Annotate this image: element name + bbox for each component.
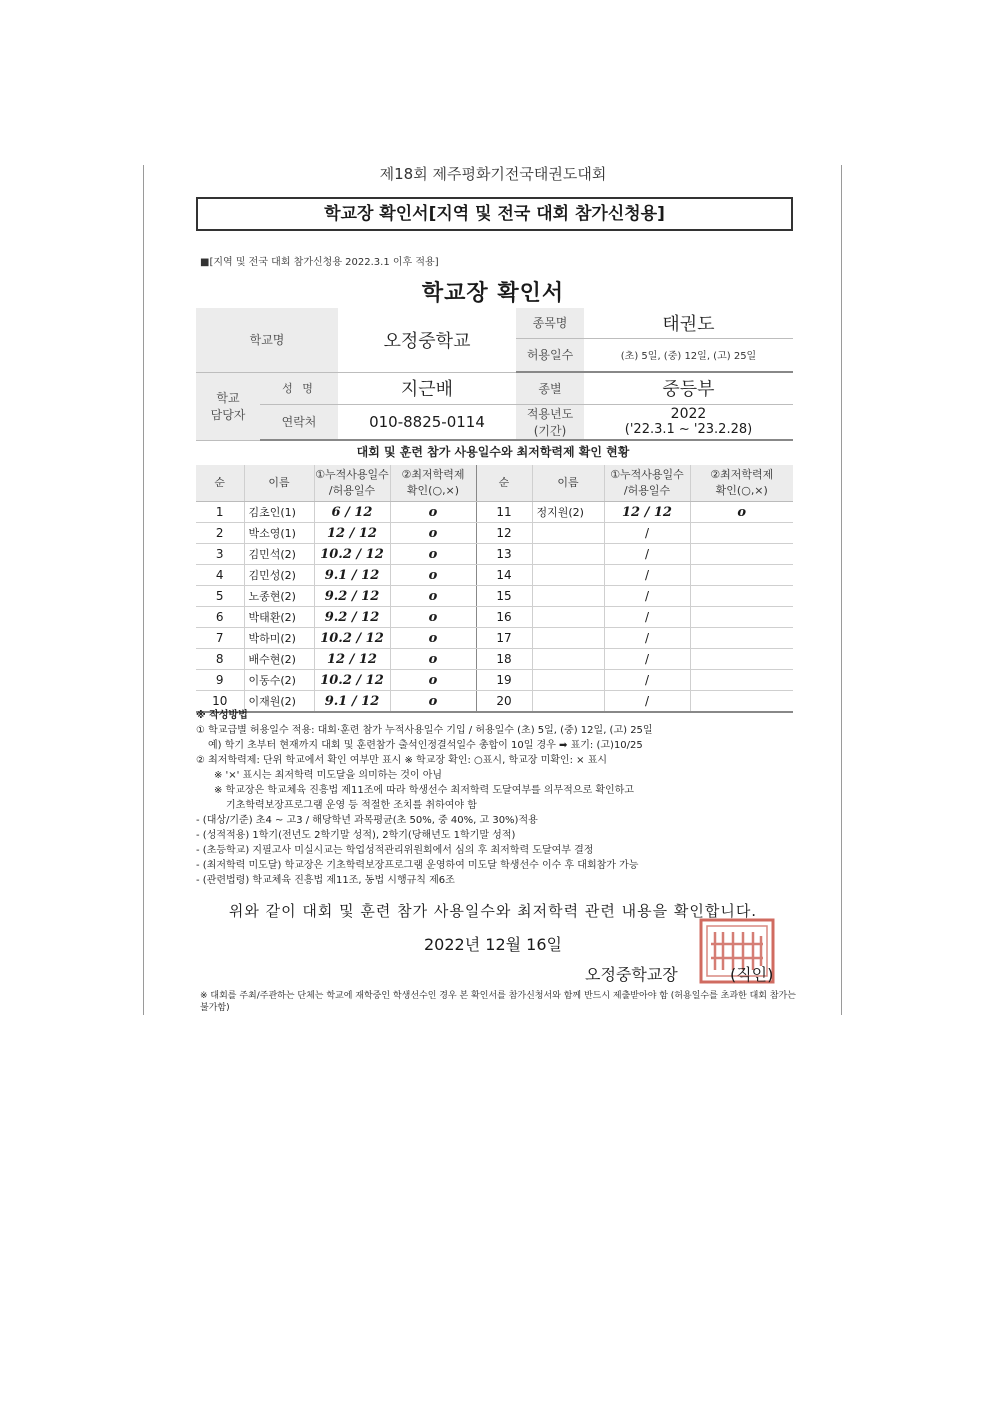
row-name: 박소영(1): [244, 523, 314, 544]
roster-header-check-2: [690, 465, 793, 502]
row-days: 10.2 / 12: [314, 670, 390, 691]
row-days-2: /: [604, 565, 690, 586]
row-check: o: [390, 628, 476, 649]
row-check: o: [390, 502, 476, 523]
table-row: [196, 586, 793, 607]
allowed-days-label: 허용일수: [516, 338, 584, 372]
roster-header-days-line2: /허용일수: [328, 484, 376, 497]
year-label-line2: (기간): [533, 423, 567, 438]
roster-header-no-2: 순: [476, 465, 532, 502]
roster-header-name-2: 이름: [532, 465, 604, 502]
roster-header-days-2-line2: /허용일수: [623, 484, 671, 497]
table-row: [196, 670, 793, 691]
guide-line: - (관련법령) 학교체육 진흥법 제11조, 동법 시행규칙 제6조: [196, 875, 455, 886]
row-name: 이동수(2): [244, 670, 314, 691]
confirmation-statement: 위와 같이 대회 및 훈련 참가 사용일수와 최저학력 관련 내용을 확인합니다.: [228, 902, 758, 920]
guide-line: ② 최저학력제: 단위 학교에서 확인 여부만 표시 ※ 학교장 확인: ○표시, 학교장 미확인: × 표시: [196, 755, 608, 766]
table-row: [196, 628, 793, 649]
staff-name-label: 성 명: [260, 372, 338, 404]
row-check-2: [690, 523, 793, 544]
staff-name-value: 지근배: [338, 372, 516, 404]
seal-suffix: (직인): [729, 965, 774, 984]
row-days: 9.2 / 12: [314, 607, 390, 628]
row-no-2: 18: [476, 649, 532, 670]
form-title: 학교장 확인서: [421, 281, 565, 306]
row-name: 김민석(2): [244, 544, 314, 565]
row-name: 노종현(2): [244, 586, 314, 607]
year-cell: [584, 404, 793, 440]
roster-title: 대회 및 훈련 참가 사용일수와 최저학력제 확인 현황: [356, 445, 630, 459]
row-no-2: 17: [476, 628, 532, 649]
guide-heading: ※ 작성방법: [196, 710, 248, 721]
guide-line: - (초등학교) 지필고사 미실시교는 학업성적관리위원회에서 심의 후 최저학력 도달여부 결정: [196, 845, 594, 856]
row-no: 9: [196, 670, 244, 691]
row-days-2: /: [604, 523, 690, 544]
row-no: 8: [196, 649, 244, 670]
guide-line: - (최저학력 미도달) 학교장은 기초학력보장프로그램 운영하여 미도달 학생선수 이수 후 대회참가 가능: [196, 860, 639, 871]
row-no: 5: [196, 586, 244, 607]
row-no-2: 13: [476, 544, 532, 565]
table-row: [196, 607, 793, 628]
row-check-2: [690, 607, 793, 628]
row-days-2: /: [604, 649, 690, 670]
roster-header-days-line1: ①누적사용일수: [315, 468, 389, 481]
table-row: [196, 649, 793, 670]
table-row: [196, 502, 793, 523]
row-days: 9.1 / 12: [314, 565, 390, 586]
row-check-2: [690, 649, 793, 670]
guide-line: ※ '×' 표시는 최저학력 미도달을 의미하는 것이 아님: [214, 770, 443, 781]
guide-line: - (대상/기준) 초4 ~ 고3 / 해당학년 과목평균(초 50%, 중 40%, 고 30%)적용: [196, 815, 538, 826]
row-check-2: [690, 586, 793, 607]
guide-line: ※ 학교장은 학교체육 진흥법 제11조에 따라 학생선수 최저학력 도달여부를 의무적으로 확인하고: [214, 785, 634, 796]
row-no: 4: [196, 565, 244, 586]
sport-value: 태권도: [584, 308, 793, 338]
year-value: 2022: [670, 406, 707, 423]
row-check: o: [390, 691, 476, 713]
row-check-2: [690, 628, 793, 649]
row-no: 1: [196, 502, 244, 523]
row-days-2: /: [604, 628, 690, 649]
school-staff-label: [196, 372, 260, 440]
table-row: [196, 523, 793, 544]
roster-header-no: 순: [196, 465, 244, 502]
row-name: 이재원(2): [244, 691, 314, 713]
principal-name: 오정중학교장: [585, 965, 678, 984]
school-staff-label-line1: 학교: [216, 391, 240, 405]
school-info-table: [196, 308, 793, 441]
year-label-line1: 적용년도: [526, 406, 574, 421]
row-days: 12 / 12: [314, 649, 390, 670]
row-check: o: [390, 607, 476, 628]
roster-header-check-2-line1: ②최저학력제: [710, 468, 774, 481]
row-name-2: [532, 565, 604, 586]
row-no: 3: [196, 544, 244, 565]
row-check: o: [390, 523, 476, 544]
roster-header-name: 이름: [244, 465, 314, 502]
guide-line: - (성적적용) 1학기(전년도 2학기말 성적), 2학기(당해년도 1학기말 성적): [196, 830, 516, 841]
row-name: 김초인(1): [244, 502, 314, 523]
row-name: 배수현(2): [244, 649, 314, 670]
row-days: 10.2 / 12: [314, 544, 390, 565]
row-no-2: 15: [476, 586, 532, 607]
event-title: 제18회 제주평화기전국태권도대회: [379, 165, 607, 183]
row-no-2: 16: [476, 607, 532, 628]
row-check: o: [390, 544, 476, 565]
row-days-2: /: [604, 670, 690, 691]
application-notice: ■[지역 및 전국 대회 참가신청용 2022.3.1 이후 적용]: [200, 257, 439, 268]
year-label: [516, 404, 584, 440]
row-name-2: [532, 586, 604, 607]
table-row: [196, 565, 793, 586]
row-name-2: [532, 649, 604, 670]
roster-header-check: [390, 465, 476, 502]
guide-line: 예) 학기 초부터 현재까지 대회 및 훈련참가 출석인정결석일수 총합이 10일 경우 ➡ 표기: (고)10/25: [208, 740, 643, 751]
row-days: 9.2 / 12: [314, 586, 390, 607]
row-name: 김민성(2): [244, 565, 314, 586]
row-name-2: [532, 523, 604, 544]
roster-header-check-2-line2: 확인(○,×): [715, 484, 768, 497]
row-no: 6: [196, 607, 244, 628]
category-label: 종별: [516, 372, 584, 404]
category-value: 중등부: [584, 372, 793, 404]
row-check-2: [690, 565, 793, 586]
school-name-value: 오정중학교: [338, 308, 516, 372]
row-days-2: /: [604, 691, 690, 713]
contact-value: 010-8825-0114: [338, 404, 516, 440]
period-value: ('22.3.1 ~ '23.2.28): [624, 422, 753, 438]
table-row: [196, 544, 793, 565]
principal-signature: [585, 962, 773, 985]
contact-label: 연락처: [260, 404, 338, 440]
row-name: 박하미(2): [244, 628, 314, 649]
row-check-2: [690, 544, 793, 565]
roster-header-days-2-line1: ①누적사용일수: [610, 468, 684, 481]
row-no-2: 20: [476, 691, 532, 713]
row-name-2: 정지원(2): [532, 502, 604, 523]
roster-header-days: [314, 465, 390, 502]
row-no-2: 12: [476, 523, 532, 544]
row-no-2: 19: [476, 670, 532, 691]
row-check-2: o: [690, 502, 793, 523]
roster-header-check-line2: 확인(○,×): [406, 484, 460, 497]
roster-table: [196, 465, 793, 713]
issue-date: 2022년 12월 16일: [424, 935, 562, 954]
document-header: 학교장 확인서[지역 및 전국 대회 참가신청용]: [196, 197, 793, 231]
row-no-2: 14: [476, 565, 532, 586]
row-name: 박태환(2): [244, 607, 314, 628]
row-no: 2: [196, 523, 244, 544]
allowed-days-value: (초) 5일, (중) 12일, (고) 25일: [584, 338, 793, 372]
row-days: 6 / 12: [314, 502, 390, 523]
row-name-2: [532, 544, 604, 565]
roster-header-check-line1: ②최저학력제: [401, 468, 465, 481]
row-days: 9.1 / 12: [314, 691, 390, 713]
row-check: o: [390, 649, 476, 670]
row-no: 7: [196, 628, 244, 649]
roster-header-days-2: [604, 465, 690, 502]
row-days-2: 12 / 12: [604, 502, 690, 523]
row-days: 10.2 / 12: [314, 628, 390, 649]
row-check: o: [390, 670, 476, 691]
sport-label: 종목명: [516, 308, 584, 338]
row-no: 10: [196, 691, 244, 713]
row-check: o: [390, 586, 476, 607]
row-name-2: [532, 607, 604, 628]
row-check: o: [390, 565, 476, 586]
guide-line: ① 학교급별 허용일수 적용: 대회·훈련 참가 누적사용일수 기입 / 허용일수 (초) 5일, (중) 12일, (고) 25일: [196, 725, 653, 736]
row-days-2: /: [604, 586, 690, 607]
row-days: 12 / 12: [314, 523, 390, 544]
row-check-2: [690, 670, 793, 691]
row-name-2: [532, 628, 604, 649]
row-no-2: 11: [476, 502, 532, 523]
guide-line: 기초학력보장프로그램 운영 등 적절한 조치를 취하여야 함: [226, 800, 477, 811]
writing-guide: [196, 708, 793, 888]
school-staff-label-line2: 담당자: [210, 408, 246, 422]
school-name-label: 학교명: [196, 308, 338, 372]
row-days-2: /: [604, 607, 690, 628]
submission-footnote: ※ 대회를 주최/주관하는 단체는 학교에 재학중인 학생선수인 경우 본 확인서를 참가신청서와 함께 반드시 제출받아야 함 (허용일수를 초과한 대회 참가는 불가함): [200, 991, 796, 1013]
row-days-2: /: [604, 544, 690, 565]
row-name-2: [532, 670, 604, 691]
